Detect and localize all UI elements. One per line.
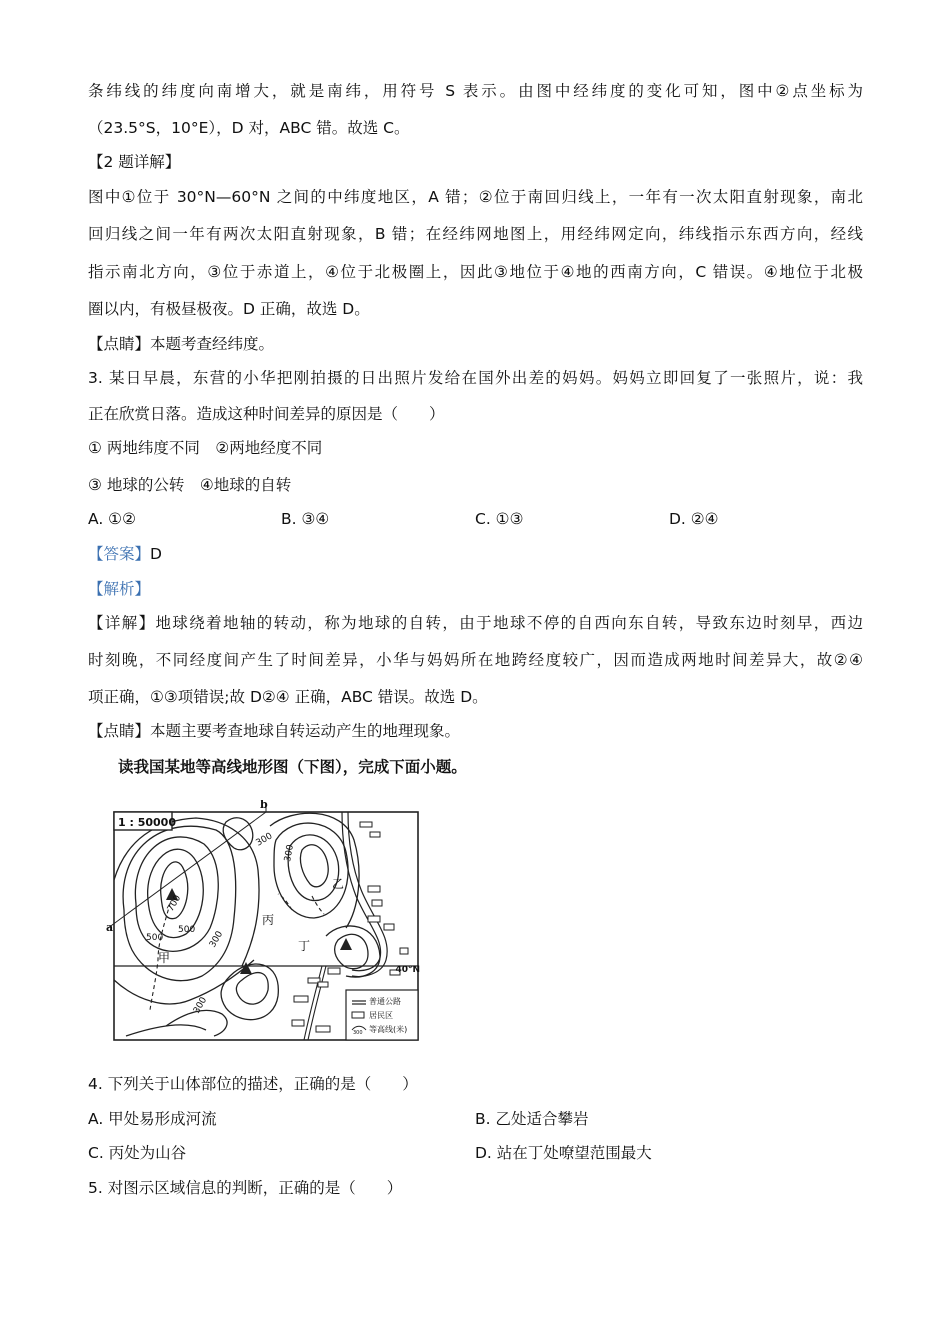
- analysis-label: 【解析】: [88, 580, 151, 598]
- question-5-stem: 5. 对图示区域信息的判断，正确的是（ ）: [88, 1179, 403, 1197]
- label-ding: 丁: [298, 939, 311, 953]
- contour-label: 300: [283, 843, 296, 863]
- map-intro: 读我国某地等高线地形图（下图），完成下面小题。: [118, 758, 467, 776]
- text-line: 【详解】地球绕着地轴的转动，称为地球的自转，由于地球不停的自西向东自转，导致东边时刻早，西边: [88, 614, 863, 632]
- question-3-stem: 正在欣赏日落。造成这种时间差异的原因是（ ）: [88, 405, 445, 423]
- text-line: 图中①位于 30°N—60°N 之间的中纬度地区，A 错；②位于南回归线上，一年有一次太阳直射现象，南北: [88, 188, 863, 206]
- map-scale: 1 : 50000: [118, 816, 176, 829]
- question-3-stem: 3. 某日早晨，东营的小华把刚拍摄的日出照片发给在国外出差的妈妈。妈妈立即回复了一张照片，说：我: [88, 369, 863, 387]
- answer-line: [88, 543, 162, 565]
- latitude-label: 40°N: [395, 965, 420, 975]
- legend-contour: 等高线(米): [369, 1025, 408, 1034]
- legend-settlement: 居民区: [369, 1011, 393, 1020]
- text-line: 条纬线的纬度向南增大，就是南纬，用符号 S 表示。由图中经纬度的变化可知，图中②点坐标为: [88, 82, 863, 100]
- label-b: b: [260, 800, 268, 811]
- contour-label: 500: [178, 925, 196, 935]
- text-line: 指示南北方向，③位于赤道上，④位于北极圈上，因此③地位于④地的西南方向，C 错误。④地位于北极: [88, 263, 863, 281]
- option-b: B. 乙处适合攀岩: [475, 1110, 589, 1128]
- text-line: 圈以内，有极昼极夜。D 正确，故选 D。: [88, 300, 370, 318]
- label-bing: 丙: [262, 913, 275, 927]
- section-heading: 【2 题详解】: [88, 153, 181, 171]
- option-d: D. ②④: [669, 510, 719, 528]
- question-3-items: ③ 地球的公转 ④地球的自转: [88, 476, 292, 494]
- answer-value: D: [150, 545, 162, 563]
- contour-label: 300: [191, 995, 210, 1016]
- question-3-items: ① 两地纬度不同 ②两地经度不同: [88, 439, 323, 457]
- text-line: 回归线之间一年有两次太阳直射现象，B 错；在经纬网地图上，用经纬网定向，纬线指示东西方向，经线: [88, 225, 863, 243]
- answer-label: 【答案】: [88, 545, 151, 563]
- contour-label: 300: [254, 831, 275, 849]
- contour-label: 500: [146, 933, 164, 943]
- text-line: 时刻晚，不同经度间产生了时间差异，小华与妈妈所在地跨经度较广，因而造成两地时间差异大，故②④: [88, 651, 863, 669]
- legend-road: 普通公路: [369, 997, 401, 1006]
- dianjing-note: 【点睛】本题主要考查地球自转运动产生的地理现象。: [88, 722, 461, 740]
- label-jia: 甲: [158, 951, 171, 965]
- label-yi: 乙: [332, 877, 345, 891]
- text-line: 项正确，①③项错误;故 D②④ 正确，ABC 错误。故选 D。: [88, 688, 488, 706]
- option-a: A. 甲处易形成河流: [88, 1110, 217, 1128]
- legend-sample: 300: [353, 1030, 363, 1036]
- option-d: D. 站在丁处嘹望范围最大: [475, 1144, 652, 1162]
- option-c: C. ①③: [475, 510, 524, 528]
- option-a: A. ①②: [88, 510, 136, 528]
- text-line: （23.5°S，10°E），D 对，ABC 错。故选 C。: [88, 119, 410, 137]
- contour-map: [106, 800, 422, 1046]
- label-a: a: [106, 921, 114, 934]
- contour-label: 700: [165, 893, 184, 914]
- contour-label: 300: [207, 929, 226, 950]
- option-c: C. 丙处为山谷: [88, 1144, 187, 1162]
- question-4-stem: 4. 下列关于山体部位的描述，正确的是（ ）: [88, 1075, 418, 1093]
- dianjing-note: 【点睛】本题考查经纬度。: [88, 335, 275, 353]
- option-b: B. ③④: [281, 510, 330, 528]
